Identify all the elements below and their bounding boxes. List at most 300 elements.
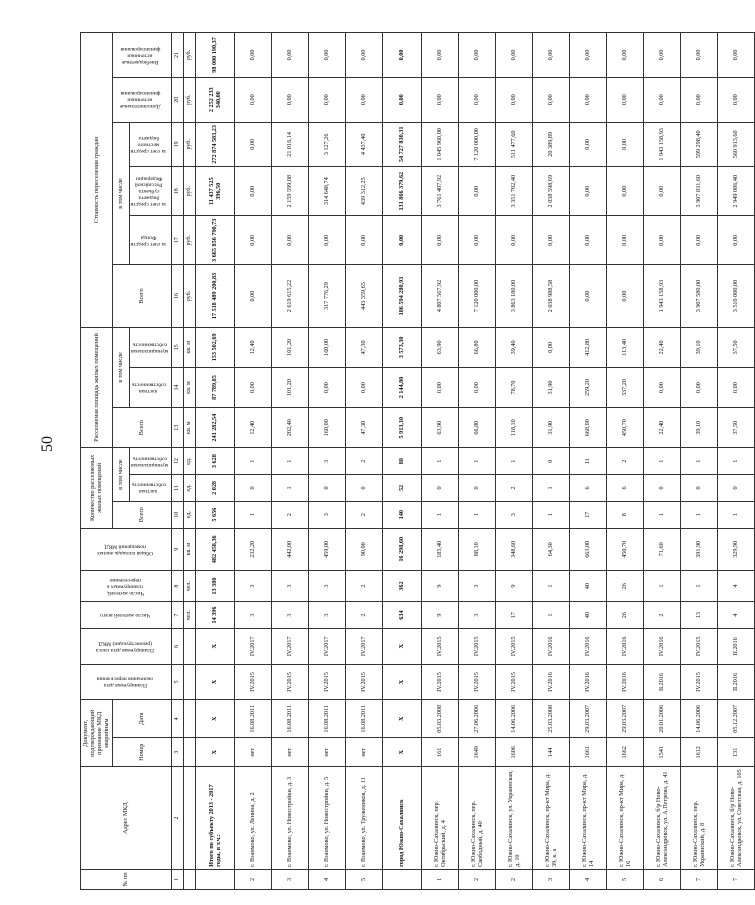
table-cell: 3 — [271, 602, 308, 629]
table-cell: г. Южно-Сахалинск, пер. Октябрьский, д. 4 — [421, 767, 458, 870]
table-cell: 0,00 — [382, 216, 421, 265]
table-cell: IV.2017 — [308, 628, 345, 664]
table-cell: 2 — [345, 501, 382, 528]
table-cell: 0,00 — [643, 167, 680, 216]
table-cell: 1649 — [458, 738, 495, 767]
table-cell: 0,00 — [532, 327, 569, 367]
table-cell: 1 — [680, 448, 717, 475]
table-cell: 186 594 280,93 — [382, 265, 421, 327]
table-cell: 0,00 — [680, 77, 717, 122]
table-cell: 3 665 856 790,73 — [195, 216, 234, 265]
table-cell: 0,00 — [458, 167, 495, 216]
table-cell: 1 — [234, 501, 271, 528]
table-cell: 66,80 — [458, 327, 495, 367]
table-cell: II.2016 — [717, 664, 754, 700]
table-cell: X — [382, 628, 421, 664]
table-cell: 3 863 180,00 — [495, 265, 532, 327]
colnum: 10 — [171, 501, 183, 528]
table-cell: 0,00 — [421, 77, 458, 122]
header-area-private: частная собственность — [129, 367, 171, 407]
table-cell: 64,30 — [532, 528, 569, 570]
table-cell: 113,40 — [606, 327, 643, 367]
table-cell: 20 389,89 — [532, 122, 569, 167]
table-cell: 16.08.2011 — [234, 700, 271, 738]
table-cell: 0,00 — [717, 216, 754, 265]
table-cell: 2 — [495, 869, 532, 889]
table-cell: г. Южно-Сахалинск, б/р Ново-Александровск, ул. А.Петрова, д. 41 — [643, 767, 680, 870]
table-cell: г. Южно-Сахалинск, пер. Свободный, д. 40 — [458, 767, 495, 870]
table-cell: 0,00 — [532, 77, 569, 122]
table-row — [421, 33, 458, 890]
table-cell: X — [382, 700, 421, 738]
table-cell: 0 — [717, 475, 754, 502]
table-cell: 482 458,36 — [195, 528, 234, 570]
table-cell: 442,00 — [271, 528, 308, 570]
table-cell: 0,00 — [271, 216, 308, 265]
table-cell: 160,00 — [308, 408, 345, 448]
table-cell: 185,40 — [421, 528, 458, 570]
table-cell: IV.2015 — [421, 628, 458, 664]
header-area-total: Общая площадь жилых помещений МКД — [81, 528, 172, 570]
table-cell: 1 — [532, 602, 569, 629]
table-cell: 7 120 000,00 — [458, 265, 495, 327]
table-cell: город Южно-Сахалинск — [382, 767, 421, 870]
unit: кв. м — [183, 528, 195, 570]
unit: руб. — [183, 122, 195, 167]
unit: ед. — [183, 475, 195, 502]
colnum: 8 — [171, 570, 183, 601]
table-row — [569, 33, 606, 890]
table-cell: 2 — [458, 869, 495, 889]
table-cell: 0,00 — [606, 122, 643, 167]
table-cell: 0,00 — [234, 367, 271, 407]
unit — [183, 767, 195, 870]
header-rooms-private: частная собственность — [129, 475, 171, 502]
table-cell: 3 510 000,00 — [717, 265, 754, 327]
table-cell: 0,00 — [234, 216, 271, 265]
unit-row — [183, 33, 195, 890]
table-cell: 7 — [680, 869, 717, 889]
table-cell: 1 — [717, 501, 754, 528]
header-row-1 — [81, 33, 113, 890]
table-cell: 0 — [532, 448, 569, 475]
table-cell: 3 — [308, 448, 345, 475]
table-cell: 3 — [458, 570, 495, 601]
table-cell: 4 — [717, 570, 754, 601]
table-cell: 2 038 988,58 — [532, 265, 569, 327]
table-cell: 0,00 — [458, 216, 495, 265]
table-cell: 0,00 — [458, 33, 495, 78]
table-cell: 131 — [717, 738, 754, 767]
table-row — [308, 33, 345, 890]
table-cell: IV.2015 — [458, 628, 495, 664]
table-cell: 160,00 — [308, 327, 345, 367]
table-cell: 329,90 — [717, 528, 754, 570]
table-cell: 3 — [495, 501, 532, 528]
table-cell: 0 — [308, 475, 345, 502]
table-cell: 29.03.2007 — [606, 700, 643, 738]
table-row — [680, 33, 717, 890]
table-row — [717, 33, 754, 890]
table-cell: 131 866 379,62 — [382, 167, 421, 216]
table-cell: 1 943 158,93 — [643, 122, 680, 167]
colnum: 2 — [171, 767, 183, 870]
colnum: 17 — [171, 216, 183, 265]
colnum: 7 — [171, 602, 183, 629]
table-cell: 3 — [234, 570, 271, 601]
table-cell: IV.2015 — [680, 628, 717, 664]
table-cell: 0,00 — [680, 33, 717, 78]
table-cell: 22,40 — [643, 327, 680, 367]
table-cell: 40 — [569, 602, 606, 629]
table-cell: 3 — [308, 501, 345, 528]
table-cell: 0,00 — [308, 367, 345, 407]
table-cell: 140 — [382, 501, 421, 528]
unit — [183, 738, 195, 767]
header-residents-planned: Число жителей, планируемых к переселению — [81, 570, 172, 601]
document-sheet — [80, 32, 743, 890]
table-cell: X — [382, 738, 421, 767]
table-cell: 3 628 — [195, 448, 234, 475]
table-cell: 0,00 — [421, 367, 458, 407]
unit: кв. м — [183, 367, 195, 407]
table-cell: 1 — [495, 448, 532, 475]
table-cell: 202,40 — [271, 408, 308, 448]
table-row — [234, 33, 271, 890]
table-cell: 22,40 — [643, 408, 680, 448]
header-rooms-count-incl: в том числе — [112, 448, 129, 502]
table-cell: г. Южно-Сахалинск, пр-кт Мира, д. 39, к. а — [532, 767, 569, 870]
table-cell: 0,00 — [421, 216, 458, 265]
table-cell: 0,00 — [532, 33, 569, 78]
colnum: 3 — [171, 738, 183, 767]
table-cell: IV.2016 — [643, 628, 680, 664]
table-cell: 3 761 407,92 — [421, 167, 458, 216]
table-cell: IV.2017 — [234, 628, 271, 664]
table-cell: 0,00 — [234, 265, 271, 327]
table-cell: г. Взаимово, ул. Тружеников, д. 11 — [345, 767, 382, 870]
unit: руб. — [183, 33, 195, 78]
table-cell: 3 127,26 — [308, 122, 345, 167]
table-cell: 16.08.2011 — [271, 700, 308, 738]
table-cell: 0,00 — [308, 216, 345, 265]
table-cell: 98 000 190,37 — [195, 33, 234, 78]
table-body — [195, 33, 754, 890]
table-cell: 2 — [345, 602, 382, 629]
table-cell: 232,20 — [234, 528, 271, 570]
table-cell: нет — [308, 738, 345, 767]
table-cell: 0,00 — [308, 33, 345, 78]
table-cell: 87 789,85 — [195, 367, 234, 407]
table-cell: 0,00 — [717, 77, 754, 122]
table-cell: IV.2016 — [606, 628, 643, 664]
table-cell: 9 — [495, 570, 532, 601]
table-cell: 31,90 — [532, 408, 569, 448]
table-cell: 29.03.2007 — [569, 700, 606, 738]
table-cell: 90,00 — [345, 528, 382, 570]
table-cell: 5 — [345, 869, 382, 889]
table-cell: 66,80 — [458, 408, 495, 448]
table-cell: 0,00 — [308, 77, 345, 122]
table-cell: 0,00 — [569, 77, 606, 122]
table-cell: 27.06.2006 — [458, 700, 495, 738]
table-cell: 1 — [532, 570, 569, 601]
colnum: 15 — [171, 327, 183, 367]
table-cell: 362 — [382, 570, 421, 601]
table-cell: 47,30 — [345, 408, 382, 448]
table-cell: г. Южно-Сахалинск, пер. Украинский, д. 8 — [680, 767, 717, 870]
table-cell: 2 028 — [195, 475, 234, 502]
table-cell: 412,80 — [569, 327, 606, 367]
colnum: 13 — [171, 408, 183, 448]
table-cell: 2 252 233 340,00 — [195, 77, 234, 122]
table-cell: 17 518 489 200,83 — [195, 265, 234, 327]
table-cell: 1 — [680, 570, 717, 601]
header-cost-incl: в том числе — [112, 122, 129, 265]
table-cell: 05.12.2007 — [717, 700, 754, 738]
table-cell: 1541 — [643, 738, 680, 767]
header-area-municipal: муниципальная собственность — [129, 327, 171, 367]
table-cell: 0,00 — [643, 33, 680, 78]
unit — [183, 700, 195, 738]
table-cell: 0 — [643, 475, 680, 502]
table-cell: 2 — [271, 501, 308, 528]
unit: чел. — [183, 570, 195, 601]
colnum: 11 — [171, 475, 183, 502]
table-cell: 12,40 — [234, 327, 271, 367]
table-cell: 3 — [308, 570, 345, 601]
header-residents: Число жителей всего — [81, 602, 172, 629]
table-cell: нет — [345, 738, 382, 767]
table-cell: 314 648,74 — [308, 167, 345, 216]
table-cell: IV.2016 — [532, 628, 569, 664]
table-cell: 14.06.2006 — [680, 700, 717, 738]
header-plan-resettle: Планируемая дата окончания переселения — [81, 664, 172, 700]
table-cell — [382, 869, 421, 889]
colnum: 12 — [171, 448, 183, 475]
table-cell: 3 — [458, 602, 495, 629]
table-cell: 71,60 — [643, 528, 680, 570]
table-cell: 54 727 830,31 — [382, 122, 421, 167]
table-cell: 0,00 — [234, 167, 271, 216]
table-cell: 560 913,60 — [717, 122, 754, 167]
table-cell: 1 — [421, 448, 458, 475]
table-cell: 3 573,30 — [382, 327, 421, 367]
table-cell: 317 776,29 — [308, 265, 345, 327]
header-extra-sources: Дополнительные источники финансирования — [112, 77, 171, 122]
colnum: 14 — [171, 367, 183, 407]
table-cell: 1 — [271, 448, 308, 475]
table-cell: 25.03.2008 — [532, 700, 569, 738]
table-cell: 0,00 — [606, 216, 643, 265]
table-cell: 144 — [532, 738, 569, 767]
table-cell: 0,00 — [458, 367, 495, 407]
table-cell: X — [382, 664, 421, 700]
unit: кв. м — [183, 327, 195, 367]
table-cell: IV.2017 — [271, 628, 308, 664]
header-cost-fund: за счет средств Фонда — [129, 216, 171, 265]
table-cell: 337,20 — [606, 367, 643, 407]
table-cell: 0 — [421, 475, 458, 502]
table-cell: 0,00 — [458, 77, 495, 122]
table-cell: 17 — [495, 602, 532, 629]
table-cell: 0,00 — [606, 167, 643, 216]
rotated-table-wrapper — [80, 32, 743, 890]
table-cell: 0,00 — [717, 367, 754, 407]
table-cell: 4 437,40 — [345, 122, 382, 167]
table-cell: 39,10 — [680, 327, 717, 367]
table-cell: 14.06.2006 — [495, 700, 532, 738]
table-cell: 0,00 — [382, 33, 421, 78]
table-cell: нет — [234, 738, 271, 767]
table-cell: 3 907 831,60 — [680, 167, 717, 216]
table-cell: 241 282,54 — [195, 408, 234, 448]
unit: кв. м — [183, 408, 195, 448]
table-cell: IV.2015 — [421, 664, 458, 700]
table-cell: 0,00 — [569, 33, 606, 78]
table-cell: 16 298,60 — [382, 528, 421, 570]
table-cell: 39,10 — [680, 408, 717, 448]
table-cell: 153 502,69 — [195, 327, 234, 367]
table-cell: 9 — [421, 602, 458, 629]
table-cell: 5 656 — [195, 501, 234, 528]
header-address: Адрес МКД — [81, 767, 172, 870]
table-cell: г. Взаимово, ул. Новостройки, д. 3 — [271, 767, 308, 870]
table-cell: 05.03.2008 — [421, 700, 458, 738]
table-cell: 0,00 — [495, 77, 532, 122]
table-cell: 1606 — [495, 738, 532, 767]
table-cell: X — [195, 664, 234, 700]
table-cell: 26 — [606, 570, 643, 601]
header-row-2 — [112, 33, 129, 890]
table-cell: 4 — [717, 602, 754, 629]
table-cell: 0 — [458, 475, 495, 502]
table-cell: 0,00 — [532, 216, 569, 265]
header-cost-local: за счет средств местного бюджета — [129, 122, 171, 167]
table-cell: IV.2016 — [569, 664, 606, 700]
table-cell: 1662 — [606, 738, 643, 767]
table-cell: г. Взаимово, ул. Ленина, д. 2 — [234, 767, 271, 870]
table-cell: 4 807 567,92 — [421, 265, 458, 327]
table-cell: 4 — [308, 869, 345, 889]
table-cell: 668,00 — [569, 408, 606, 448]
table-cell: 348,60 — [495, 528, 532, 570]
table-cell: 63,90 — [421, 327, 458, 367]
table-cell: 1 — [643, 570, 680, 601]
table-cell: 2 619 615,22 — [271, 265, 308, 327]
table-cell: 13 — [680, 602, 717, 629]
table-cell: 2 949 086,40 — [717, 167, 754, 216]
table-cell: 1 — [271, 475, 308, 502]
table-row — [643, 33, 680, 890]
table-cell: 1 — [421, 869, 458, 889]
table-cell: IV.2015 — [495, 628, 532, 664]
table-cell: 0,00 — [569, 122, 606, 167]
table-cell: 0,00 — [569, 167, 606, 216]
table-cell: 439 312,25 — [345, 167, 382, 216]
table-cell: 14 396 — [195, 602, 234, 629]
table-cell: 634 — [382, 602, 421, 629]
unit: ед. — [183, 501, 195, 528]
table-cell: 8 — [606, 501, 643, 528]
table-cell: 272 874 583,23 — [195, 122, 234, 167]
table-cell: 0,00 — [643, 77, 680, 122]
table-cell: 1 — [458, 501, 495, 528]
table-cell: 5 913,10 — [382, 408, 421, 448]
table-cell: 450,70 — [606, 528, 643, 570]
table-cell: IV.2016 — [569, 628, 606, 664]
table-cell: г. Южно-Сахалинск, ул. Украинская, д. 10 — [495, 767, 532, 870]
table-cell: 3 907 580,00 — [680, 265, 717, 327]
table-cell: 1612 — [680, 738, 717, 767]
colnum: 4 — [171, 700, 183, 738]
resettlement-table — [80, 32, 755, 890]
header-rooms-count-total: Всего — [112, 501, 171, 528]
table-cell: IV.2016 — [532, 664, 569, 700]
table-cell: 40 — [569, 570, 606, 601]
table-cell: 16.08.2011 — [308, 700, 345, 738]
table-cell: 6 — [606, 475, 643, 502]
table-cell: 1 — [680, 501, 717, 528]
table-cell: 11 437 525 396,50 — [195, 167, 234, 216]
table-cell: IV.2015 — [271, 664, 308, 700]
table-cell: 0 — [680, 475, 717, 502]
table-cell: 459,00 — [308, 528, 345, 570]
table-cell: X — [195, 700, 234, 738]
colnum: 20 — [171, 77, 183, 122]
colnum: 1 — [171, 869, 183, 889]
table-cell: 0,00 — [234, 33, 271, 78]
table-cell: IV.2015 — [680, 664, 717, 700]
table-cell: IV.2015 — [458, 664, 495, 700]
table-cell: 0,00 — [606, 265, 643, 327]
table-cell: IV.2015 — [345, 664, 382, 700]
table-cell: 16.08.2011 — [345, 700, 382, 738]
table-cell: 259,20 — [569, 367, 606, 407]
table-cell: 443 359,65 — [345, 265, 382, 327]
table-cell: 0,00 — [271, 77, 308, 122]
table-cell: 0 — [234, 475, 271, 502]
table-row — [345, 33, 382, 890]
table-cell: 3 — [532, 869, 569, 889]
header-rooms-area-incl: в том числе — [112, 327, 129, 407]
table-cell: Итого по субъекту 2013 - 2017 годы, в т.ч.: — [195, 767, 234, 870]
table-cell: 0,00 — [680, 367, 717, 407]
table-cell: нет — [271, 738, 308, 767]
header-rooms-municipal: муниципальная собственность — [129, 448, 171, 475]
table-cell: IV.2015 — [234, 664, 271, 700]
colnum: 19 — [171, 122, 183, 167]
table-cell: г. Взаимово, ул. Новостройки, д. 5 — [308, 767, 345, 870]
table-cell: II.2016 — [643, 664, 680, 700]
table-cell: 2 144,80 — [382, 367, 421, 407]
table-cell: 1661 — [569, 738, 606, 767]
table-cell: 6 — [643, 869, 680, 889]
table-cell: 3 351 702,40 — [495, 167, 532, 216]
table-cell: 0,00 — [382, 77, 421, 122]
table-cell: 63,90 — [421, 408, 458, 448]
table-cell: 0,00 — [345, 216, 382, 265]
table-cell: 0,00 — [717, 33, 754, 78]
header-plan-demolish: Планируемая дата сноса (реконструкции) МКД — [81, 628, 172, 664]
unit: руб. — [183, 77, 195, 122]
unit: чел. — [183, 602, 195, 629]
colnum: 18 — [171, 167, 183, 216]
table-cell: 21 016,14 — [271, 122, 308, 167]
table-cell: 1 — [717, 448, 754, 475]
table-cell: 0,00 — [643, 367, 680, 407]
table-cell: 663,00 — [569, 528, 606, 570]
